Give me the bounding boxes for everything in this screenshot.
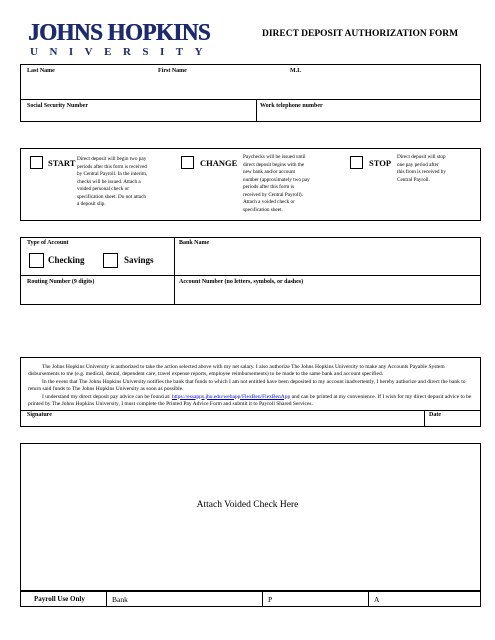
first-name-field[interactable] [156, 76, 286, 96]
change-label: CHANGE [200, 158, 238, 168]
payroll-use-section [20, 591, 481, 607]
divider [20, 275, 481, 276]
date-label: Date [429, 412, 441, 418]
work-phone-field[interactable] [258, 110, 478, 120]
last-name-label: Last Name [27, 68, 55, 74]
stop-label: STOP [369, 158, 392, 168]
divider [174, 237, 175, 305]
start-description: Direct deposit will begin two pay periods after this form is received by Central Payroll. In the interim, checks will be issued. Attach a voided personal check or specification sheet. Do not attach a deposit slip. [77, 156, 148, 207]
ssn-field[interactable] [25, 110, 253, 120]
savings-checkbox[interactable] [103, 253, 118, 268]
divider [262, 591, 263, 607]
payroll-use-label: Payroll Use Only [34, 595, 85, 603]
bank-name-field[interactable] [178, 248, 478, 273]
account-type-label: Type of Account [27, 240, 69, 246]
change-checkbox[interactable] [181, 156, 194, 169]
divider [368, 591, 369, 607]
divider [106, 591, 107, 607]
mi-label: M.I. [290, 68, 301, 74]
university-logo-subtitle: UNIVERSITY [30, 46, 215, 58]
pay-advice-link[interactable]: https://essapps.jhu.edu/webapp/FlexBen/FlexBenApp [171, 393, 291, 400]
stop-checkbox[interactable] [350, 156, 363, 169]
payroll-p-label: P [268, 595, 273, 604]
start-label: START [48, 158, 76, 168]
routing-number-field[interactable] [25, 286, 171, 303]
voided-check-area [20, 443, 481, 591]
account-number-label: Account Number (no letters, symbols, or dashes) [179, 279, 304, 285]
ssn-label: Social Security Number [27, 103, 88, 109]
university-logo: JOHNS HOPKINS [28, 18, 211, 46]
routing-number-label: Routing Number (9 digits) [27, 279, 95, 285]
date-field[interactable] [427, 418, 478, 426]
authorization-text: The Johns Hopkins University is authorized to take the action selected above with my net salary. I also authorize The Johns Hopkins University to make any Accounts Payable System disbursements to me (e.g. medical, dental, dependent care, travel expense reports, employee reimbursements) to be made to the same bank and account specified. In the event that The Johns Hopkins University notifies the bank that funds to which I am not entitled have been deposited to my account inadvertently, I hereby authorize and direct the bank to return said funds to The Johns Hopkins University as soon as possible. I understand my direct deposit pay advice can be found at: https://essapps.jhu.edu/webapp/FlexBen/FlexBenApp and can be printed at my convenience. If I wish for my direct deposit advice to be printed by The Johns Hopkins University, I must complete the Printed Pay Advice Form and submit it to Payroll Shared Services. [28, 364, 472, 408]
start-checkbox[interactable] [30, 156, 43, 169]
work-phone-label: Work telephone number [260, 103, 323, 109]
first-name-label: First Name [158, 68, 187, 74]
last-name-field[interactable] [25, 76, 153, 96]
divider [424, 410, 425, 427]
signature-field[interactable] [25, 418, 421, 426]
savings-label: Savings [124, 255, 154, 265]
signature-label: Signature [27, 412, 52, 418]
voided-check-instruction: Attach Voided Check Here [196, 500, 299, 510]
divider [20, 410, 481, 411]
stop-description: Direct deposit will stop one pay period after this from is received by Central Payroll. [397, 154, 446, 183]
divider [256, 99, 257, 122]
checking-label: Checking [48, 255, 85, 265]
checking-checkbox[interactable] [29, 253, 44, 268]
form-title: DIRECT DEPOSIT AUTHORIZATION FORM [262, 29, 459, 39]
account-number-field[interactable] [178, 286, 478, 303]
payroll-a-label: A [374, 595, 380, 604]
bank-name-label: Bank Name [179, 240, 210, 246]
mi-field[interactable] [288, 76, 478, 96]
divider [20, 99, 481, 100]
payroll-bank-label: Bank [112, 595, 128, 604]
change-description: Paychecks will be issued until direct deposit begins with the new bank and/or account number (approximately two pay periods after this form is received by Central Payroll). Attach a voided check or specification sheet. [243, 154, 310, 213]
